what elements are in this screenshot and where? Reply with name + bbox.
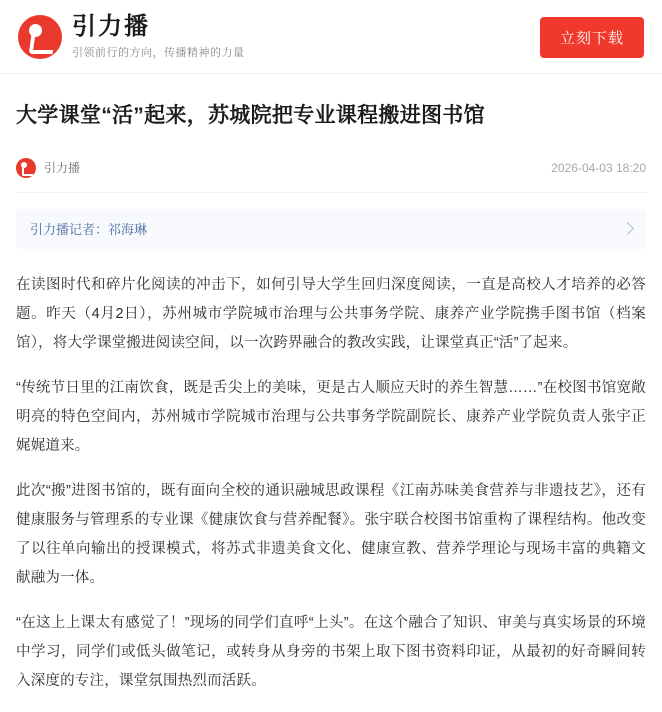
publish-date: 2026-04-03 18:20	[551, 160, 646, 175]
article-paragraph: “在这上上课太有感觉了！”现场的同学们直呼“上头”。在这个融合了知识、审美与真实场景的环境中学习，同学们或低头做笔记，或转身从身旁的书架上取下图书资料印证，从最初的好奇瞬间转入深度的专注，课堂氛围热烈而活跃。	[16, 614, 646, 689]
article-paragraph: “传统节日里的江南饮食，既是舌尖上的美味，更是古人顺应天时的养生智慧……”在校图书馆宽敞明亮的特色空间内，苏州城市学院城市治理与公共事务学院副院长、康养产业学院负责人张宇正娓娓道来。	[16, 379, 646, 454]
author-card[interactable]	[16, 209, 646, 249]
page-title: 大学课堂“活”起来，苏城院把专业课程搬进图书馆	[16, 104, 485, 127]
article-paragraph: 此次“搬”进图书馆的，既有面向全校的通识融城思政课程《江南苏味美食营养与非遗技艺》，还有健康服务与管理系的专业课《健康饮食与营养配餐》。张宇联合校图书馆重构了课程结构。他改变了以往单向输出的授课模式，将苏式非遗美食文化、健康宣教、营养学理论与现场丰富的典籍文献融为一体。	[16, 482, 646, 586]
chevron-right-icon	[621, 222, 634, 235]
brand-name: 引力播	[72, 13, 150, 41]
article	[0, 100, 662, 696]
brand-text	[72, 13, 245, 60]
source-name: 引力播	[44, 161, 81, 175]
article-body	[16, 271, 646, 696]
author-card-label: 引力播记者：祁海琳	[30, 222, 148, 237]
brand-slogan: 引领前行的方向，传播精神的力量	[72, 46, 245, 59]
article-meta	[16, 158, 646, 193]
yinliboo-logo-icon	[18, 15, 62, 59]
brand[interactable]	[18, 13, 245, 60]
site-header	[0, 0, 662, 74]
source-avatar-icon	[16, 158, 36, 178]
download-button[interactable]: 立刻下载	[540, 17, 644, 58]
article-paragraph: 在读图时代和碎片化阅读的冲击下，如何引导大学生回归深度阅读，一直是高校人才培养的必答题。昨天（4月2日），苏州城市学院城市治理与公共事务学院、康养产业学院携手图书馆（档案馆），将大学课堂搬进阅读空间，以一次跨界融合的教改实践，让课堂真正“活”了起来。	[16, 276, 646, 351]
